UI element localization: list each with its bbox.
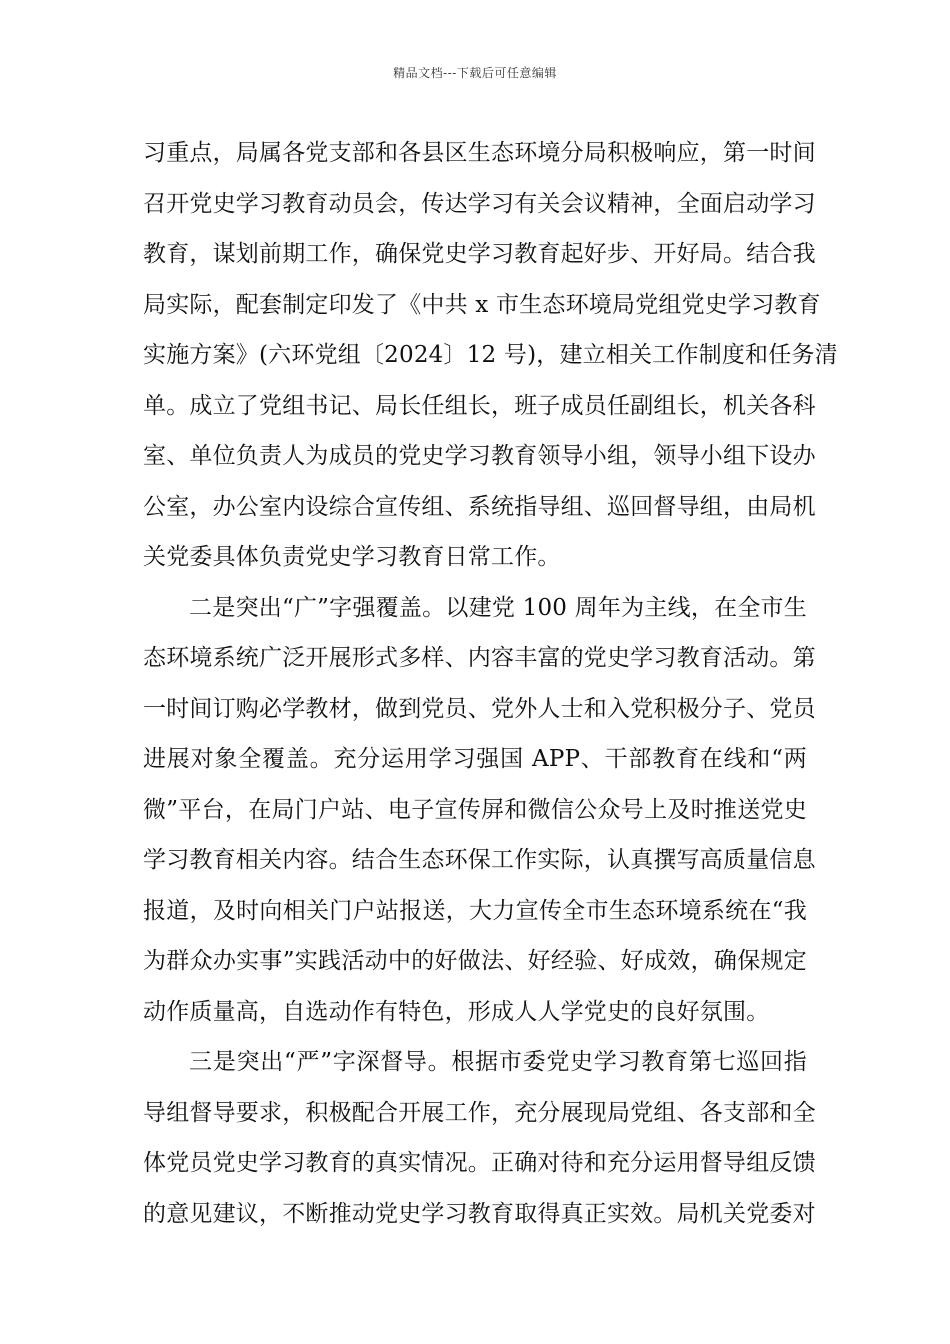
text-line: 报道，及时向相关门户站报送，大力宣传全市生态环境系统在“我 [143,897,807,924]
text-line: 三是突出“严”字深督导。根据市委党史学习教育第七巡回指 [189,1049,807,1075]
paragraph-2 [143,583,816,1038]
text-line: 习重点，局属各党支部和各县区生态环境分局积极响应，第一时间 [143,140,816,166]
text-line: 实施方案》(六环党组〔2024〕12 号)，建立相关工作制度和任务清 [143,342,838,368]
text-line: 局实际，配套制定印发了《中共 x 市生态环境局党组党史学习教育 [143,291,821,318]
text-line: 为群众办实事”实践活动中的好做法、好经验、好成效，确保规定 [143,948,807,974]
text-line: 单。成立了党组书记、局长任组长，班子成员任副组长，机关各科 [143,392,816,419]
text-line: 动作质量高，自选动作有特色，形成人人学党史的良好氛围。 [143,998,770,1025]
text-line: 学习教育相关内容。结合生态环保工作实际，认真撰写高质量信息 [143,847,816,873]
text-line: 二是突出“广”字强覆盖。以建党 100 周年为主线，在全市生 [189,594,807,621]
document-body [143,128,838,1239]
paragraph-3 [143,1037,816,1239]
text-line: 室、单位负责人为成员的党史学习教育领导小组，领导小组下设办 [143,443,816,469]
text-line: 召开党史学习教育动员会，传达学习有关会议精神，全面启动学习 [143,190,816,217]
text-line: 进展对象全覆盖。充分运用学习强国 APP、干部教育在线和“两 [143,746,807,772]
text-line: 态环境系统广泛开展形式多样、内容丰富的党史学习教育活动。第 [143,645,816,671]
text-line: 教育，谋划前期工作，确保党史学习教育起好步、开好局。结合我 [143,241,816,267]
text-line: 一时间订购必学教材，做到党员、党外人士和入党积极分子、党员 [143,695,816,722]
text-line: 微”平台，在局门户站、电子宣传屏和微信公众号上及时推送党史 [143,796,807,823]
text-line: 导组督导要求，积极配合开展工作，充分展现局党组、各支部和全 [143,1099,816,1126]
text-line: 体党员党史学习教育的真实情况。正确对待和充分运用督导组反馈 [143,1150,816,1176]
text-line: 公室，办公室内设综合宣传组、系统指导组、巡回督导组，由局机 [143,493,816,520]
page-header: 精品文档---下载后可任意编辑 [393,66,557,80]
text-line: 关党委具体负责党史学习教育日常工作。 [143,544,561,570]
paragraph-1 [143,128,838,583]
text-line: 的意见建议，不断推动党史学习教育取得真正实效。局机关党委对 [143,1200,816,1227]
